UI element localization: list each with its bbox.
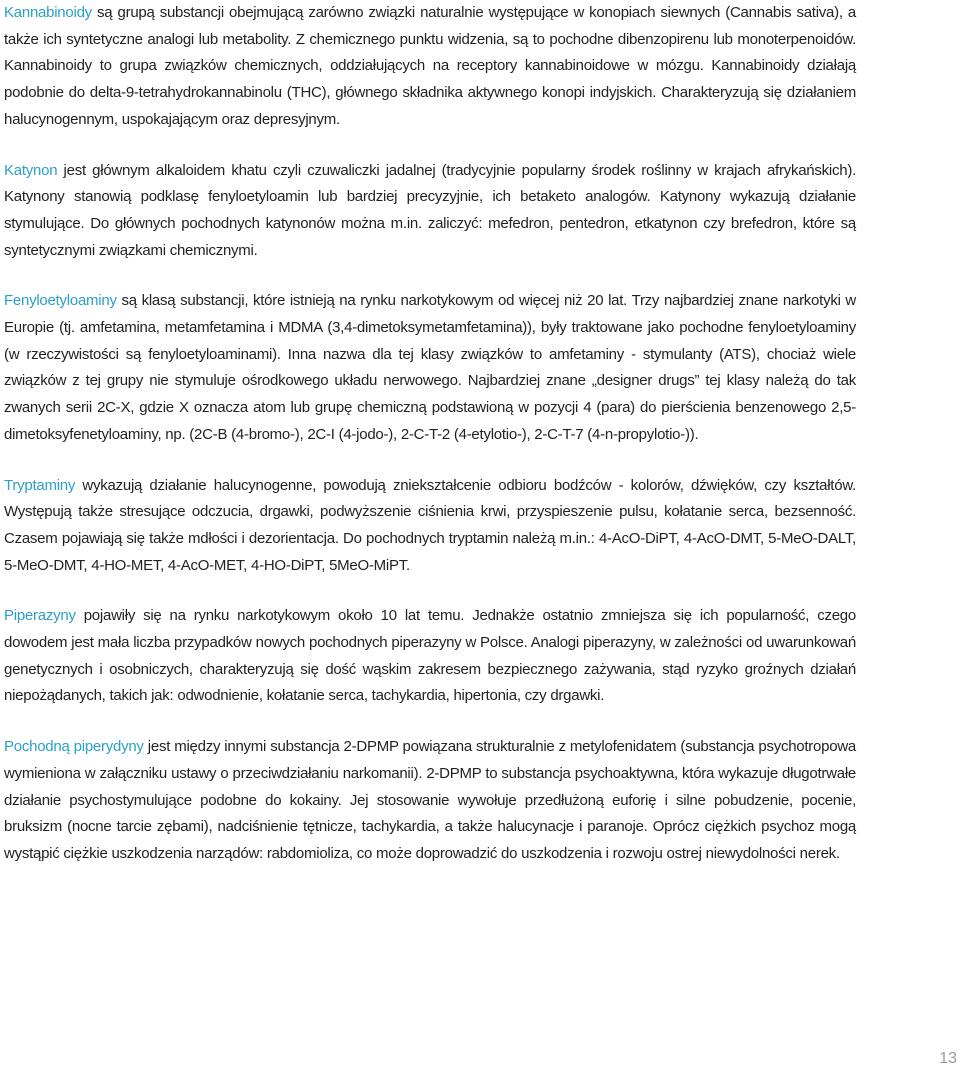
paragraph-text: jest głównym alkaloidem khatu czyli czuwaliczki jadalnej (tradycyjnie popularny środek roślinny w krajach afrykańskich). Katynony stanowią podklasę fenyloetyloamin lub bardziej precyzyjnie, ich betaketo analogów. Katynony wykazują działanie stymulujące. Do głównych pochodnych katynonów można m.in. zaliczyć: mefedron, pentedron, etkatynon czy brefedron, które są syntetycznymi związkami chemicznymi. — [4, 161, 856, 259]
term-kannabinoidy: Kannabinoidy — [4, 4, 92, 21]
paragraph-text: jest między innymi substancja 2-DPMP powiązana strukturalnie z metylofenidatem (substancja psychotropowa wymieniona w załączniku ustawy o przeciwdziałaniu narkomanii). 2-DPMP to substancja psychoaktywna, która wykazuje długotrwałe działanie psychostymulujące podobne do kokainy. Jej stosowanie wywołuje przedłużoną euforię i silne pobudzenie, pocenie, bruksizm (nocne tarcie zębami), nadciśnienie tętnicze, tachykardia, a także halucynacje i paranoje. Oprócz ciężkich psychoz mogą wystąpić ciężkie uszkodzenia narządów: rabdomioliza, co może doprowadzić do uszkodzenia i rozwoju ostrej niewydolności nerek. — [4, 738, 856, 862]
paragraph-katynon — [4, 158, 856, 265]
paragraph-text: są klasą substancji, które istnieją na rynku narkotykowym od więcej niż 20 lat. Trzy najbardziej znane narkotyki w Europie (tj. amfetamina, metamfetamina i MDMA (3,4-dimetoksymetamfetamina)), były traktowane jako pochodne fenyloetyloaminy (w rzeczywistości są fenyloetyloaminami). Inna nazwa dla tej klasy związków to amfetaminy - stymulanty (ATS), chociaż wiele związków z tej grupy nie stymuluje ośrodkowego układu nerwowego. Najbardziej znane „designer drugs” tej klasy należą do tak zwanych serii 2C-X, gdzie X oznacza atom lub grupę chemiczną podstawioną w pozycji 4 (para) do pierścienia benzenowego 2,5-dimetoksyfenetyloaminy, np. (2C-B (4-bromo-), 2C-I (4-jodo-), 2-C-T-2 (4-etylotio-), 2-C-T-7 (4-n-propylotio-)). — [4, 292, 856, 443]
term-tryptaminy: Tryptaminy — [4, 476, 76, 494]
document-body — [4, 0, 856, 892]
paragraph-piperydyna — [4, 734, 856, 868]
paragraph-tryptaminy — [4, 473, 856, 580]
paragraph-text: wykazują działanie halucynogenne, powodują zniekształcenie odbioru bodźców - kolorów, dźwięków, czy kształtów. Występują także stresujące odczucia, drgawki, podwyższenie ciśnienia krwi, przyspieszenie pulsu, kołatanie serca, bezsenność. Czasem pojawiają się także mdłości i dezorientacja. Do pochodnych tryptamin należą m.in.: 4-AcO-DiPT, 4-AcO-DMT, 5-MeO-DALT, 5-MeO-DMT, 4-HO-MET, 4-AcO-MET, 4-HO-DiPT, 5MeO-MiPT. — [4, 476, 856, 574]
term-piperazyny: Piperazyny — [4, 607, 76, 625]
term-fenyloetyloaminy: Fenyloetyloaminy — [4, 292, 117, 310]
term-pochodna-piperydyny: Pochodną piperydyny — [4, 738, 144, 756]
paragraph-kannabinoidy — [4, 0, 856, 134]
page-number: 13 — [939, 1050, 957, 1067]
term-katynon: Katynon — [4, 161, 58, 179]
paragraph-text: pojawiły się na rynku narkotykowym około 10 lat temu. Jednakże ostatnio zmniejsza się ich popularność, czego dowodem jest mała liczba przypadków nowych pochodnych piperazyny w Polsce. Analogi piperazyny, w zależności od uwarunkowań genetycznych i osobniczych, charakteryzują się dość wąskim zakresem bezpiecznego zażywania, stąd ryzyko groźnych działań niepożądanych, takich jak: odwodnienie, kołatanie serca, tachykardia, hipertonia, czy drgawki. — [4, 607, 856, 705]
paragraph-fenyloetyloaminy — [4, 288, 856, 448]
paragraph-text: są grupą substancji obejmującą zarówno związki naturalnie występujące w konopiach siewnych (Cannabis sativa), a także ich syntetyczne analogi lub metabolity. Z chemicznego punktu widzenia, są to pochodne dibenzopirenu lub monoterpenoidów. Kannabinoidy to grupa związków chemicznych, oddziałujących na receptory kannabinoidowe w mózgu. Kannabinoidy działają podobnie do delta-9-tetrahydrokannabinolu (THC), głównego składnika aktywnego konopi indyjskich. Charakteryzują się działaniem halucynogennym, uspokajającym oraz depresyjnym. — [4, 4, 856, 128]
paragraph-piperazyny — [4, 603, 856, 710]
